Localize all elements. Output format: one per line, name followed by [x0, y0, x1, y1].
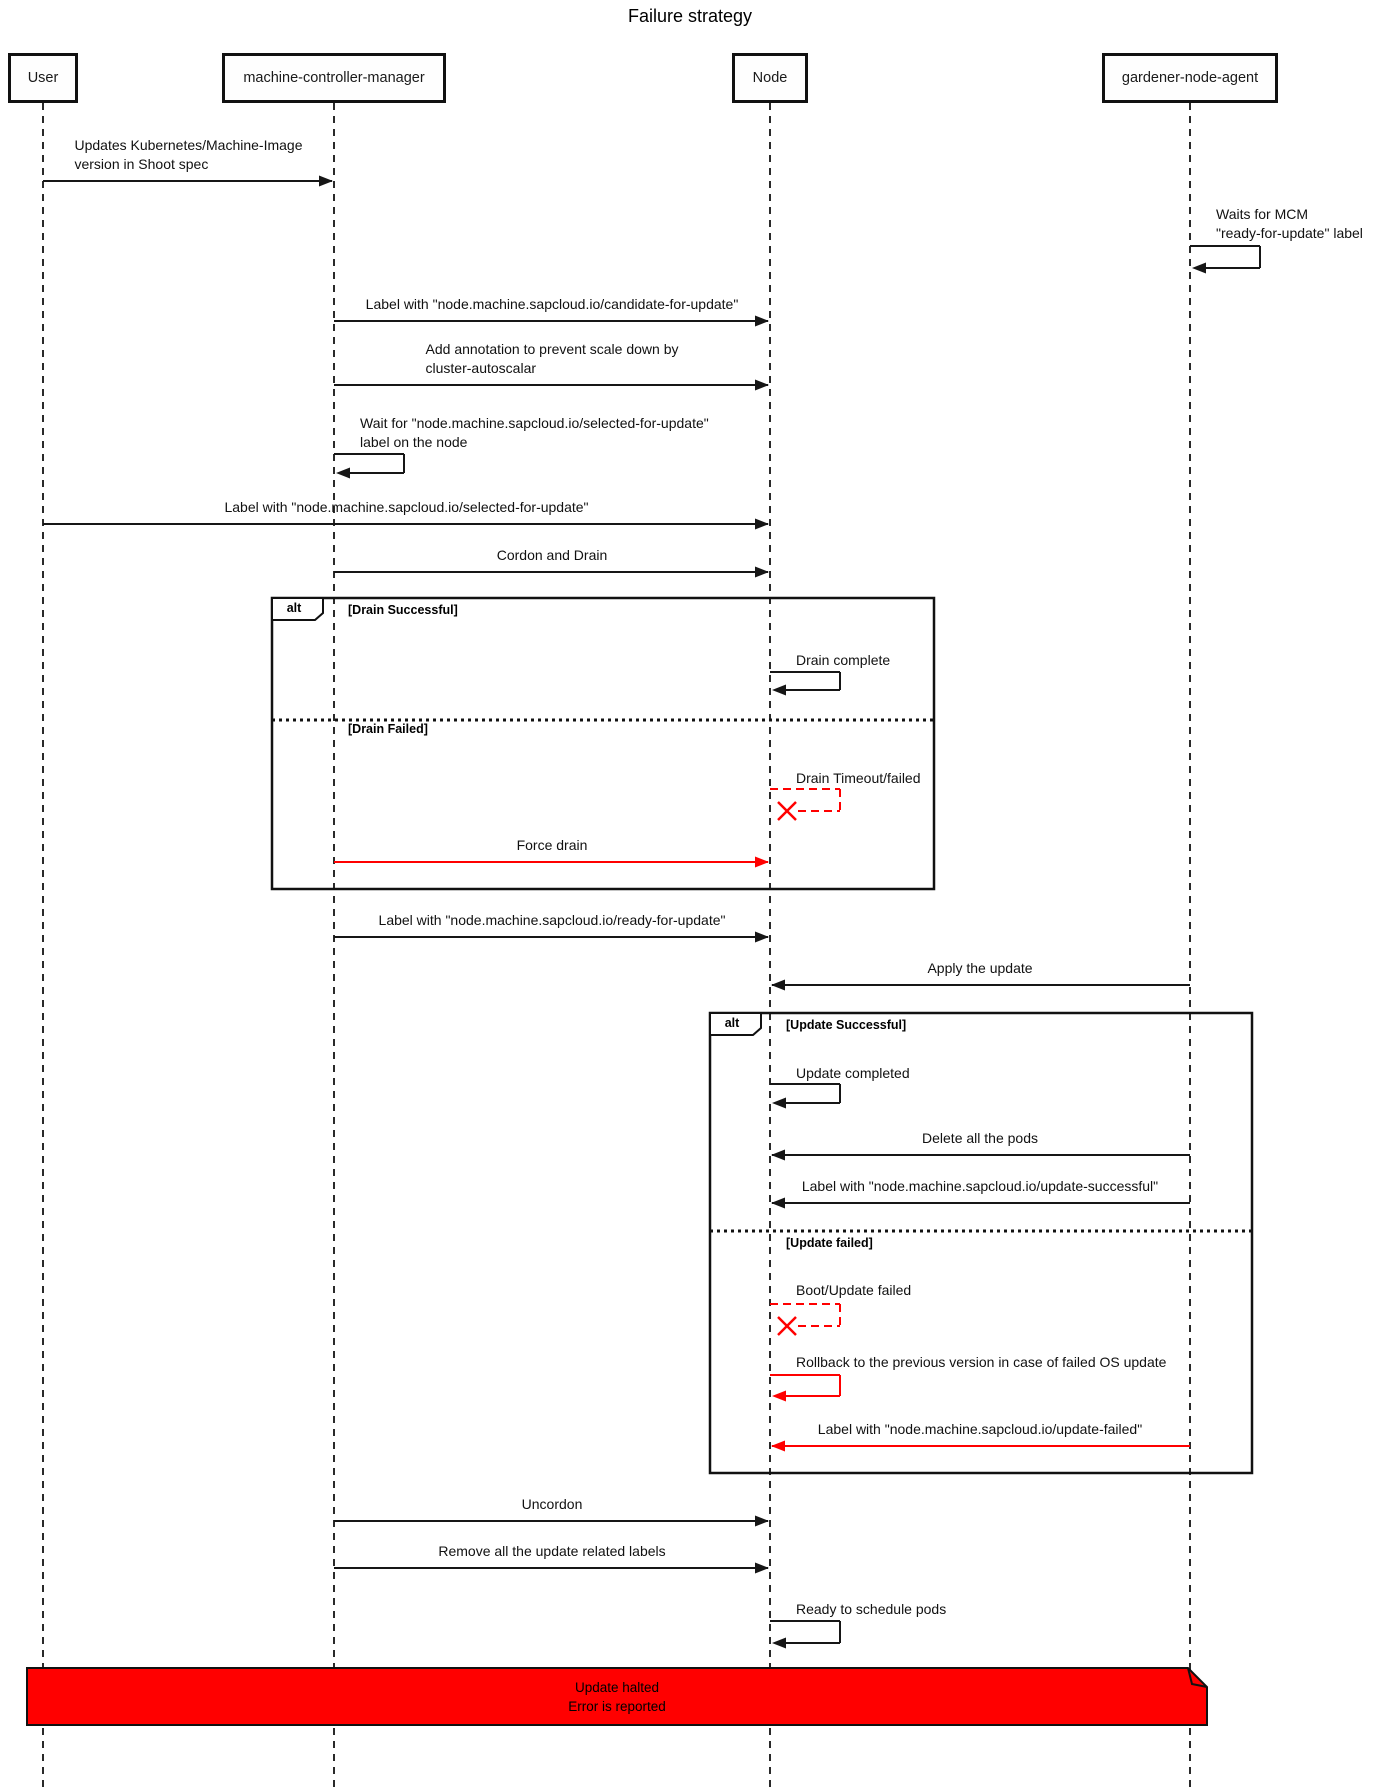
- message-arrowhead-6: [755, 567, 769, 578]
- alt-frame-0-label: alt: [286, 601, 302, 615]
- message-label-17-line-0: Label with "node.machine.sapcloud.io/update-failed": [817, 1421, 1143, 1437]
- message-arrowhead-14: [771, 1198, 785, 1209]
- message-label-3-line-0: Add annotation to prevent scale down by: [425, 341, 679, 357]
- message-label-6-line-0: Cordon and Drain: [496, 547, 608, 563]
- message-label-7-line-0: Drain complete: [796, 652, 891, 668]
- message-label-8-line-0: Drain Timeout/failed: [796, 770, 921, 786]
- message-arrowhead-5: [755, 519, 769, 530]
- message-label-4-line-0: Wait for "node.machine.sapcloud.io/selected-for-update": [360, 415, 709, 431]
- message-label-20: [796, 1600, 946, 1619]
- message-label-13: [922, 1129, 1038, 1148]
- message-label-2: [366, 295, 739, 314]
- message-label-7: [796, 651, 890, 670]
- message-label-12-line-0: Update completed: [796, 1065, 910, 1081]
- message-label-19: [438, 1542, 665, 1561]
- participant-node-label: Node: [752, 70, 788, 86]
- message-label-2-line-0: Label with "node.machine.sapcloud.io/candidate-for-update": [365, 296, 739, 312]
- message-label-14-line-0: Label with "node.machine.sapcloud.io/update-successful": [801, 1178, 1159, 1194]
- participant-gna: [1102, 53, 1278, 103]
- message-label-1: [1216, 205, 1363, 243]
- message-arrowhead-17: [771, 1441, 785, 1452]
- alt-frame-0-condition-0: [Drain Successful]: [348, 603, 458, 617]
- participant-user-label: User: [27, 70, 59, 86]
- message-label-15: [796, 1281, 911, 1300]
- message-arrowhead-19: [755, 1563, 769, 1574]
- message-label-6: [497, 546, 608, 565]
- message-arrowhead-9: [755, 857, 769, 868]
- message-selfloop-arrowhead-12: [772, 1098, 786, 1109]
- message-label-12: [796, 1064, 910, 1083]
- message-label-14: [802, 1177, 1158, 1196]
- message-label-10: [379, 911, 726, 930]
- message-label-3: [426, 340, 679, 378]
- message-label-0-line-0: Updates Kubernetes/Machine-Image: [74, 137, 303, 153]
- message-label-16-line-0: Rollback to the previous version in case of failed OS update: [796, 1354, 1167, 1370]
- message-label-20-line-0: Ready to schedule pods: [796, 1601, 947, 1617]
- message-selfloop-arrowhead-4: [336, 468, 350, 479]
- message-label-5: [224, 498, 588, 517]
- message-selfloop-arrowhead-20: [772, 1638, 786, 1649]
- message-label-18-line-0: Uncordon: [521, 1496, 583, 1512]
- alt-frame-0: [272, 598, 934, 889]
- participant-user: [8, 53, 78, 103]
- message-arrowhead-2: [755, 316, 769, 327]
- message-arrowhead-18: [755, 1516, 769, 1527]
- message-label-19-line-0: Remove all the update related labels: [438, 1543, 666, 1559]
- message-label-11-line-0: Apply the update: [927, 960, 1033, 976]
- message-label-0-line-1: version in Shoot spec: [74, 156, 209, 172]
- message-label-13-line-0: Delete all the pods: [922, 1130, 1038, 1146]
- message-arrowhead-0: [319, 176, 333, 187]
- message-label-15-line-0: Boot/Update failed: [796, 1282, 912, 1298]
- message-arrowhead-10: [755, 932, 769, 943]
- message-label-18: [522, 1495, 583, 1514]
- message-label-1-line-0: Waits for MCM: [1216, 206, 1309, 222]
- participant-mcm: [222, 53, 446, 103]
- participant-gna-label: gardener-node-agent: [1121, 70, 1259, 86]
- participant-node: [732, 53, 808, 103]
- message-label-4: [360, 414, 709, 452]
- note-line-1: Error is reported: [568, 1698, 666, 1714]
- message-label-8: [796, 769, 921, 788]
- message-label-0: [74, 136, 302, 174]
- message-label-1-line-1: "ready-for-update" label: [1216, 225, 1363, 241]
- participant-mcm-label: machine-controller-manager: [243, 70, 425, 86]
- message-label-9: [517, 836, 588, 855]
- alt-frame-1-label: alt: [724, 1016, 740, 1030]
- message-label-10-line-0: Label with "node.machine.sapcloud.io/ready-for-update": [378, 912, 726, 928]
- message-arrowhead-13: [771, 1150, 785, 1161]
- message-label-16: [796, 1353, 1166, 1372]
- alt-frame-1-condition-1: [Update failed]: [786, 1236, 873, 1250]
- message-label-5-line-0: Label with "node.machine.sapcloud.io/selected-for-update": [224, 499, 589, 515]
- message-label-17: [818, 1420, 1142, 1439]
- alt-frame-0-condition-1: [Drain Failed]: [348, 722, 428, 736]
- message-label-11: [927, 959, 1032, 978]
- message-label-4-line-1: label on the node: [360, 434, 468, 450]
- note-line-0: Update halted: [574, 1679, 660, 1695]
- message-arrowhead-11: [771, 980, 785, 991]
- alt-frame-1-condition-0: [Update Successful]: [786, 1018, 907, 1032]
- message-selfloop-arrowhead-7: [772, 685, 786, 696]
- note-label: [568, 1678, 666, 1716]
- message-label-3-line-1: cluster-autoscalar: [425, 360, 537, 376]
- diagram-title: Failure strategy: [627, 6, 753, 26]
- message-label-9-line-0: Force drain: [516, 837, 588, 853]
- message-arrowhead-3: [755, 380, 769, 391]
- message-selfloop-arrowhead-1: [1192, 263, 1206, 274]
- message-selfloop-arrowhead-16: [772, 1391, 786, 1402]
